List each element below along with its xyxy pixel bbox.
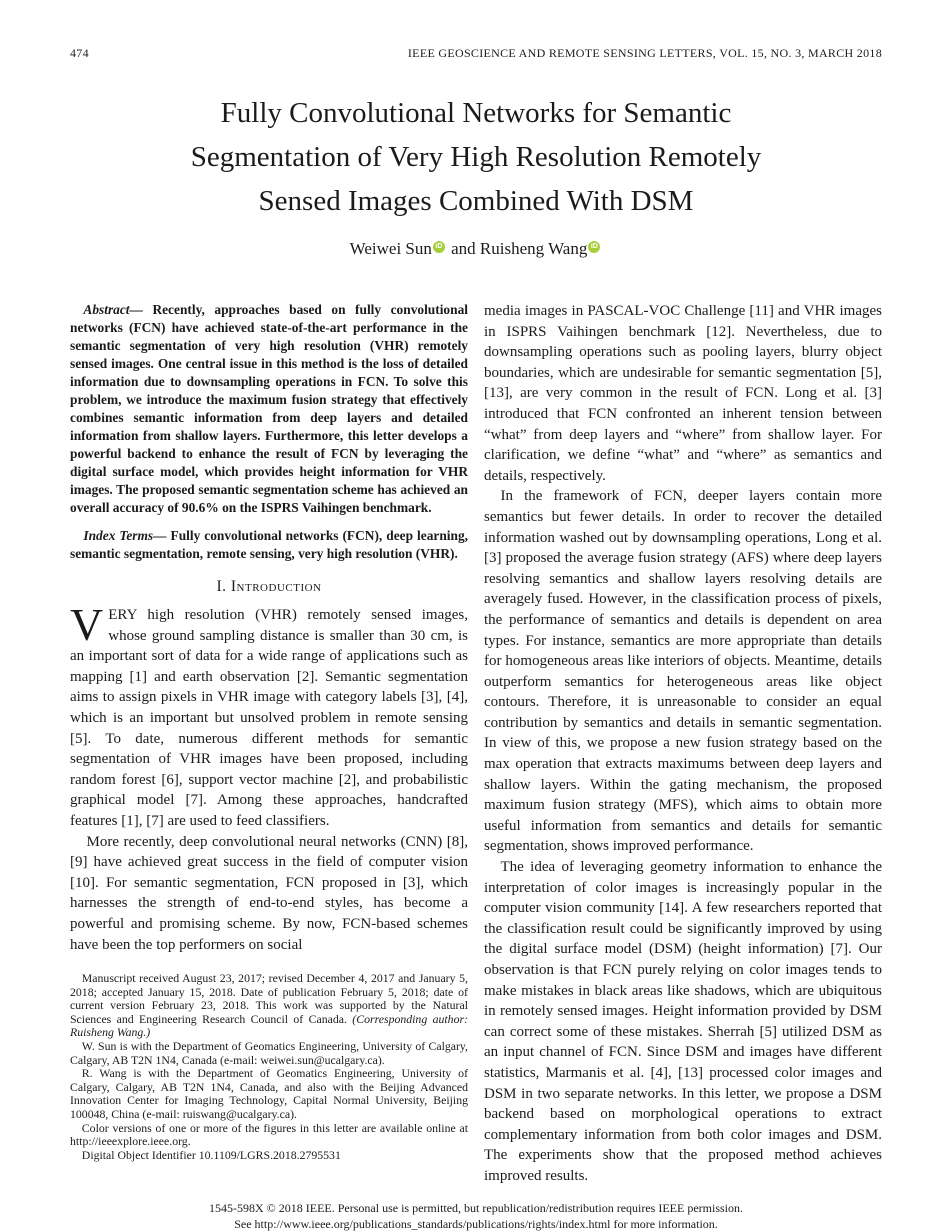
footnote-author-sun: W. Sun is with the Department of Geomatics Engineering, University of Calgary, Calgary, AB T2N 1N4, Canada (e-mail: weiwei.sun@ucalgary.ca).	[70, 1039, 468, 1067]
footer-line-2: See http://www.ieee.org/publications_standards/publications/rights/index.html for more information.	[234, 1216, 718, 1231]
intro-paragraph-2: More recently, deep convolutional neural networks (CNN) [8], [9] have achieved great success in the field of computer vision [10]. For semantic segmentation, FCN proposed in [3], which harnesses the strength of end-to-end styles, has become a powerful and promising scheme. By now, FCN-based schemes have been the top performers on social	[70, 833, 468, 953]
index-terms-lead: Index Terms—	[83, 528, 171, 543]
index-terms-text: Fully convolutional networks (FCN), deep learning, semantic segmentation, remote sensing, very high resolution (VHR).	[70, 528, 469, 561]
paper-title	[70, 91, 882, 223]
author-line	[70, 239, 882, 259]
intro-paragraph-1	[70, 599, 468, 832]
page-header	[70, 46, 882, 61]
intro-paragraph-1-text: ERY high resolution (VHR) remotely sensed images, whose ground sampling distance is smaller than 30 cm, is an important sort of data for a wide range of applications such as mapping [1] and earth observation [2]. Semantic segmentation aims to assign pixels in VHR image with category labels [3], [4], which is an important but unsolved problem in remote sensing [5]. To date, numerous different methods for semantic segmentation of VHR images have been proposed, including random forest [6], support vector machine [2], and probabilistic graphical model [7]. Among these approaches, handcrafted features [1], [7] are used to feed classifiers.	[70, 607, 468, 829]
abstract-text: Recently, approaches based on fully convolutional networks (FCN) have achieved state-of-the-art performance in the semantic segmentation of very high resolution (VHR) remotely sensed images. One central issue in this method is the loss of detailed information due to downsampling operations in FCN. To solve this problem, we introduce the maximum fusion strategy that effectively combines semantic information from deep layers and detailed information from shallow layers. Furthermore, this letter develops a powerful backend to enhance the result of FCN by leveraging the digital surface model, which provides height information for VHR images. The proposed semantic segmentation scheme has achieved an overall accuracy of 90.6% on the ISPRS Vaihingen benchmark.	[70, 302, 468, 515]
intro-paragraph-3: media images in PASCAL-VOC Challenge [11] and VHR images in ISPRS Vaihingen benchmark [12]. Nevertheless, due to downsampling operations such as pooling layers, blurry object boundaries, which are undesirable for semantic segmentation [5], [13], are very common in the result of FCN. Long et al. [3] introduced that FCN confronted an inherent tension between “what” from deep layers and “where” from shallow layer. For clarification, we define “what” and “where” as semantics and details, respectively.	[484, 303, 882, 484]
orcid-icon[interactable]: iD	[588, 241, 600, 253]
page-number: 474	[70, 46, 89, 60]
copyright-footer	[70, 1200, 882, 1232]
orcid-icon[interactable]: iD	[433, 241, 445, 253]
drop-cap-v: V	[70, 599, 104, 650]
author-separator: and	[446, 239, 480, 258]
footnote-color-versions: Color versions of one or more of the figures in this letter are available online at http://ieeexplore.ieee.org.	[70, 1120, 468, 1149]
right-column	[484, 301, 882, 1187]
intro-paragraph-4: In the framework of FCN, deeper layers contain more semantics but fewer details. In order to recover the detailed information washed out by downsampling operations, Long et al. [3] proposed the average fusion strategy (AFS) where deep layers resolving semantics and shallow layers resolving details are averagely fused. However, in the classification process of pixels, the performance of semantics and details is dependent on area types. For instance, semantics are more appropriate than details for homogeneous areas like interiors of objects. Meantime, details outperform semantics for heterogeneous areas like object contours. Therefore, it is unreasonable to consider an equal contribution by semantics and details in semantic segmentation. In view of this, we propose a new fusion strategy based on the max operation that extracts maximums between deep layers and shallow layers. Within the gating mechanism, the proposed maximum fusion strategy (MFS), which aims to obtain more useful information from semantics and details for semantic segmentation, shows improved performance.	[484, 488, 882, 855]
author-name-wang: Ruisheng Wang	[479, 239, 588, 258]
journal-header: IEEE GEOSCIENCE AND REMOTE SENSING LETTERS, VOL. 15, NO. 3, MARCH 2018	[407, 46, 882, 60]
abstract-lead: Abstract—	[83, 302, 153, 317]
title-line-3: Sensed Images Combined With DSM	[258, 185, 694, 217]
title-line-2: Segmentation of Very High Resolution Remotely	[190, 141, 762, 173]
footnote-author-wang: R. Wang is with the Department of Geomatics Engineering, University of Calgary, Calgary, AB T2N 1N4, Canada, and also with the Beijing Advanced Innovation Center for Imaging Technology, Capital Normal University, Beijing 100048, China (e-mail: ruiswang@ucalgary.ca).	[70, 1066, 468, 1122]
footer-line-1: 1545-598X © 2018 IEEE. Personal use is permitted, but republication/redistribution requires IEEE permission.	[208, 1200, 743, 1215]
title-line-1: Fully Convolutional Networks for Semantic	[220, 97, 732, 129]
section-heading-introduction: I. Introduction	[216, 578, 322, 595]
left-column	[70, 301, 468, 1187]
two-column-body	[70, 301, 882, 1187]
index-terms-paragraph	[70, 527, 468, 563]
author-name-sun: Weiwei Sun	[349, 239, 432, 258]
footnote-manuscript: Manuscript received August 23, 2017; revised December 4, 2017 and January 5, 2018; accepted January 15, 2018. Date of publication February 5, 2018; date of current version February 23, 2018. This work was supported by the Natural Sciences and Engineering Research Council of Canada. (Corresponding author: Ruisheng Wang.)	[70, 971, 468, 1040]
footnote-corresponding-author: (Corresponding author: Ruisheng Wang.)	[70, 1011, 468, 1040]
abstract-paragraph	[70, 301, 468, 517]
footnote-doi: Digital Object Identifier 10.1109/LGRS.2018.2795531	[81, 1147, 341, 1162]
footnote-block	[70, 972, 468, 1162]
intro-paragraph-5: The idea of leveraging geometry information to enhance the interpretation of color images is increasingly popular in the computer vision community [14]. A few researchers reported that the classification result could be significantly improved by using the digital surface model (DSM) (height information) [7]. Our observation is that FCN purely relying on color images tends to make mistakes in black areas like shadows, which are ubiquitous in remotely sensed images. Height information provided by DSM can correct some of these mistakes. Sherrah [5] utilized DSM as an input channel of FCN. Since DSM and images have different statistics, Marmanis et al. [4], [13] processed color images and DSM in two separate networks. In this letter, we propose a DSM backend based on morphological operations to extract complementary information from both color images and DSM. The experiments show that the proposed method achieves improved results.	[484, 859, 882, 1184]
